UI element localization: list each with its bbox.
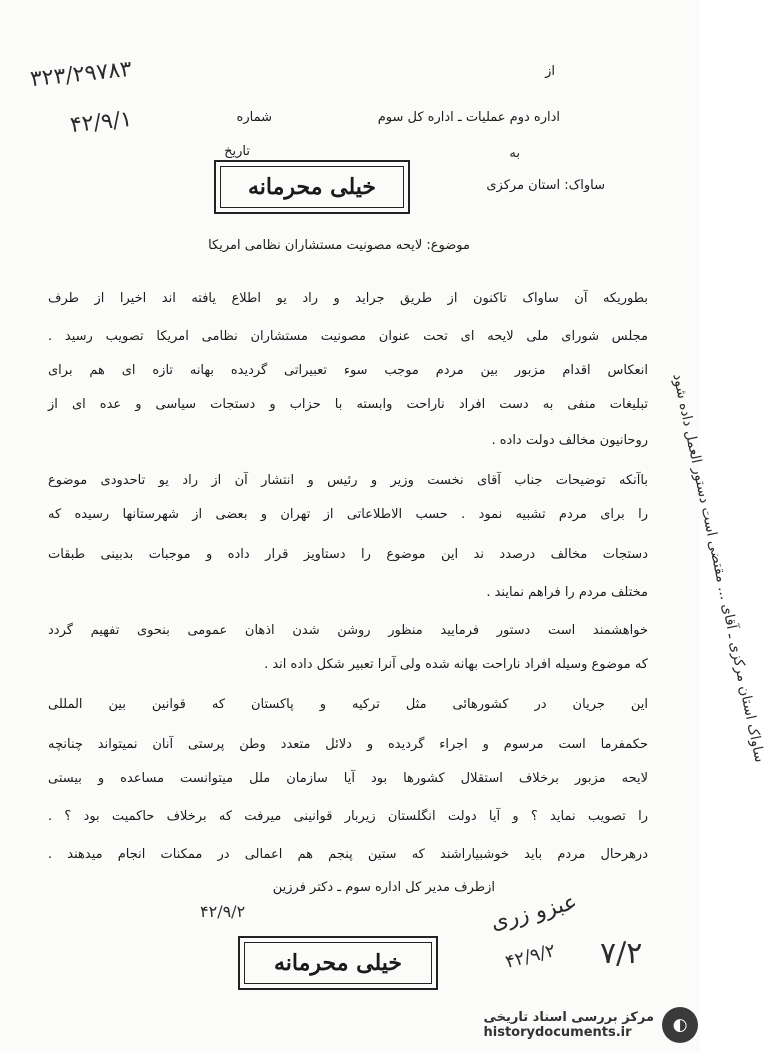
body-line: باآنکه توضیحات جناب آقای نخست وزیر و رئیس و انتشار آن از راد یو تاحدودی موضوع bbox=[48, 473, 648, 488]
watermark bbox=[436, 1000, 698, 1050]
confidential-stamp-top: خیلی محرمانه bbox=[214, 160, 410, 214]
subject-line: موضوع: لایحه مصونیت مستشاران نظامی امریکا bbox=[208, 238, 470, 253]
handwritten-date: ۴۲/۹/۱ bbox=[68, 106, 134, 139]
signature-line: ازطرف مدیر کل اداره سوم ـ دکتر فرزین bbox=[272, 880, 495, 895]
handwritten-corner-note: ۷/۲ bbox=[600, 936, 643, 971]
handwritten-initials-date: ۴۲/۹/۲ bbox=[503, 940, 558, 973]
body-line: که موضوع وسیله افراد ناراحت بهانه شده ولی آنرا تعبیر شکل داده اند . bbox=[264, 657, 648, 672]
to-value: ساواک: استان مرکزی bbox=[486, 178, 605, 193]
watermark-url: historydocuments.ir bbox=[483, 1025, 632, 1040]
margin-note: ساواک استان مرکزی ـ آقای ... مقتضی است دستور العمل داده شود bbox=[669, 372, 768, 764]
handwritten-initials: عبزو زری bbox=[488, 889, 580, 936]
body-line: بطوریکه آن ساواک تاکنون از طریق جراید و راد یو اطلاع یافته اند اخیرا از طرف bbox=[48, 291, 648, 306]
to-label: به bbox=[509, 146, 520, 161]
body-line: را تصویب نماید ؟ و آیا دولت انگلستان زیربار قوانینی میرفت که برخلاف حاکمیت بود ؟ . bbox=[48, 809, 648, 824]
body-line: روحانیون مخالف دولت داده . bbox=[491, 433, 648, 448]
from-label: از bbox=[545, 64, 555, 79]
body-line: مجلس شورای ملی لایحه ای تحت عنوان مصونیت مستشاران نظامی امریکا تصویب رسید . bbox=[48, 329, 648, 344]
body-line: دستجات مخالف درصدد ند این موضوع را دستاویز قرار داده و موجبات بدبینی طبقات bbox=[48, 547, 648, 562]
number-label: شماره bbox=[236, 110, 272, 125]
body-line: مختلف مردم را فراهم نمایند . bbox=[486, 585, 648, 600]
body-line: را برای مردم تشبیه نمود . حسب الاطلاعاتی از تهران و بعضی از شهرستانها رسیده که bbox=[48, 507, 648, 522]
confidential-stamp-bottom: خیلی محرمانه bbox=[238, 936, 438, 990]
body-line: لایحه مزبور برخلاف استقلال کشورها بود آیا سازمان ملل میتوانست مساعده و بیستی bbox=[48, 771, 648, 786]
body-line: درهرحال مردم باید خوشبیاراشند که ستین پنجم هم اعمالی در ممکنات انجام میدهند . bbox=[48, 847, 648, 862]
body-line: انعکاس اقدام مزبور بین مردم موجب سوء تعبیراتی گردیده بهانه تازه ای هم برای bbox=[48, 363, 648, 378]
watermark-text bbox=[484, 1010, 655, 1040]
from-office: اداره دوم عملیات ـ اداره کل سوم bbox=[377, 110, 560, 125]
body-line: حکمفرما است مرسوم و اجراء گردیده و دلائل متعدد وطن پرستی آنان نمیتواند چنانچه bbox=[48, 737, 648, 752]
body-line: تبلیغات منفی به دست افراد ناراحت وابسته با حزاب و دستجات سیاسی و عده ای از bbox=[48, 397, 648, 412]
archive-logo-icon: ◐ bbox=[662, 1007, 698, 1043]
body-line: این جریان در کشورهائی مثل ترکیه و پاکستان که قوانین بین المللی bbox=[48, 697, 648, 712]
handwritten-number: ۳۲۳/۲۹۷۸۳ bbox=[28, 56, 133, 93]
signature-date: ۴۲/۹/۲ bbox=[200, 902, 246, 921]
body-line: خواهشمند است دستور فرمایید منظور روشن شدن اذهان عمومی بنحوی تفهیم گردد bbox=[48, 623, 648, 638]
date-label: تاریخ bbox=[224, 144, 250, 159]
watermark-title: مرکز بررسی اسناد تاریخی bbox=[483, 1010, 654, 1025]
